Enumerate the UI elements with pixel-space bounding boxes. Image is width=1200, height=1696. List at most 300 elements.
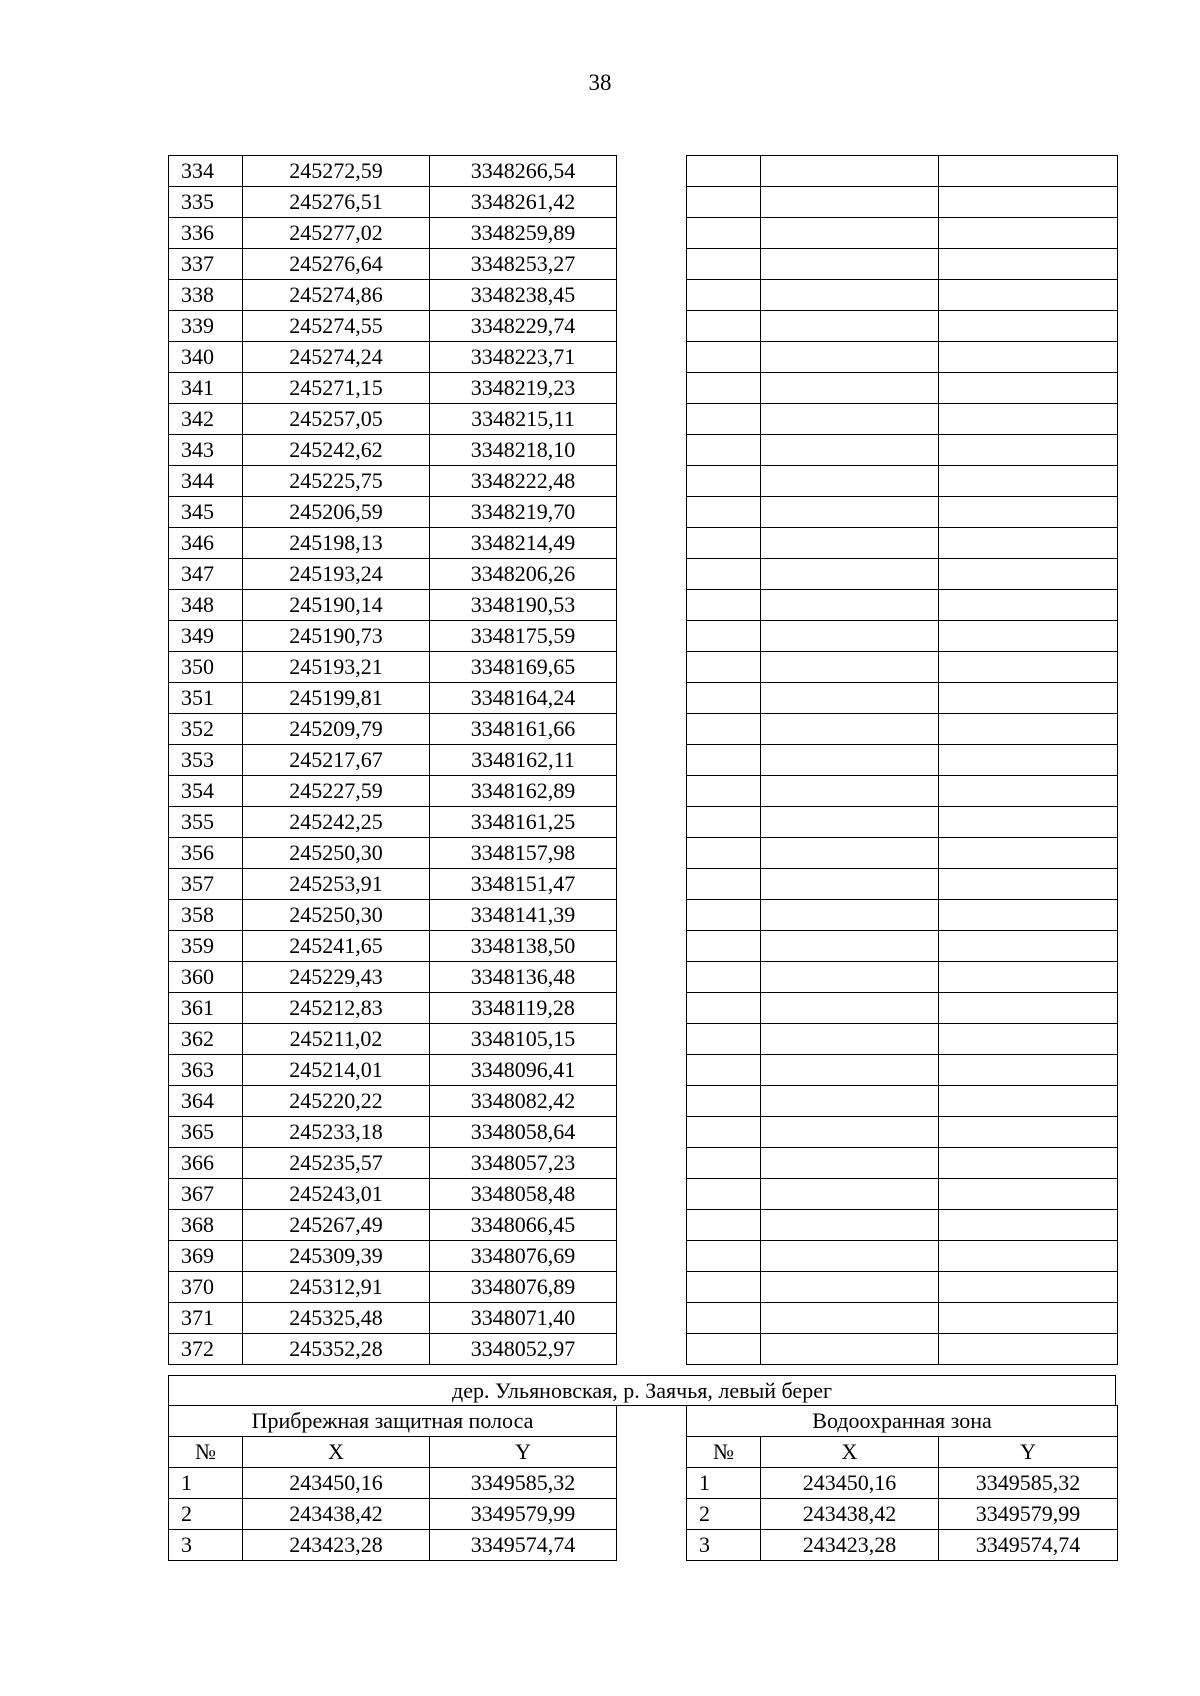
coordinate-x: 245274,86 xyxy=(243,280,430,311)
water-protection-zone-heading: Водоохранная зона xyxy=(687,1406,1118,1437)
empty-table-row xyxy=(687,249,1118,280)
coordinate-x: 245199,81 xyxy=(243,683,430,714)
coastal-strip-heading: Прибрежная защитная полоса xyxy=(169,1406,617,1437)
coordinate-x: 245242,62 xyxy=(243,435,430,466)
point-number: 335 xyxy=(169,187,243,218)
empty-cell xyxy=(687,900,761,931)
coordinate-y: 3348161,25 xyxy=(430,807,617,838)
water-protection-zone-table xyxy=(686,1405,1118,1561)
empty-table-row xyxy=(687,1148,1118,1179)
empty-cell xyxy=(687,1272,761,1303)
empty-cell xyxy=(939,280,1118,311)
empty-cell xyxy=(761,404,939,435)
empty-cell xyxy=(939,1179,1118,1210)
empty-table-row xyxy=(687,838,1118,869)
empty-cell xyxy=(687,156,761,187)
point-number: 355 xyxy=(169,807,243,838)
empty-cell xyxy=(761,1210,939,1241)
empty-cell xyxy=(939,156,1118,187)
point-number: 368 xyxy=(169,1210,243,1241)
point-number: 348 xyxy=(169,590,243,621)
empty-cell xyxy=(761,466,939,497)
coordinate-y: 3349579,99 xyxy=(939,1499,1118,1530)
empty-table-row xyxy=(687,218,1118,249)
table-row xyxy=(169,1210,617,1241)
coordinate-x: 245209,79 xyxy=(243,714,430,745)
coordinate-x: 243438,42 xyxy=(243,1499,430,1530)
table-row xyxy=(169,900,617,931)
table-row xyxy=(169,776,617,807)
empty-cell xyxy=(939,404,1118,435)
point-number: 365 xyxy=(169,1117,243,1148)
column-header-x: X xyxy=(243,1437,430,1468)
empty-cell xyxy=(687,218,761,249)
point-number: 342 xyxy=(169,404,243,435)
table-row xyxy=(169,1148,617,1179)
empty-cell xyxy=(939,249,1118,280)
empty-table-row xyxy=(687,869,1118,900)
coordinate-x: 245190,73 xyxy=(243,621,430,652)
empty-cell xyxy=(939,993,1118,1024)
table-row xyxy=(169,559,617,590)
empty-cell xyxy=(761,528,939,559)
empty-cell xyxy=(939,1334,1118,1365)
empty-table-row xyxy=(687,342,1118,373)
table-row xyxy=(169,1468,617,1499)
empty-cell xyxy=(939,218,1118,249)
empty-table-row xyxy=(687,1024,1118,1055)
empty-cell xyxy=(939,900,1118,931)
point-number: 345 xyxy=(169,497,243,528)
coordinate-y: 3348215,11 xyxy=(430,404,617,435)
coordinate-x: 245276,64 xyxy=(243,249,430,280)
coordinate-y: 3348206,26 xyxy=(430,559,617,590)
empty-cell xyxy=(939,311,1118,342)
table-row xyxy=(169,621,617,652)
table-row xyxy=(169,931,617,962)
empty-cell xyxy=(761,156,939,187)
point-number: 372 xyxy=(169,1334,243,1365)
empty-cell xyxy=(939,652,1118,683)
point-number: 361 xyxy=(169,993,243,1024)
point-number: 338 xyxy=(169,280,243,311)
empty-cell xyxy=(687,683,761,714)
point-number: 337 xyxy=(169,249,243,280)
point-number: 341 xyxy=(169,373,243,404)
empty-cell xyxy=(687,1303,761,1334)
empty-cell xyxy=(687,373,761,404)
coordinates-table-upper-left xyxy=(168,155,617,1365)
table-row xyxy=(169,404,617,435)
empty-cell xyxy=(687,435,761,466)
coordinate-x: 245271,15 xyxy=(243,373,430,404)
point-number: 349 xyxy=(169,621,243,652)
table-heading-row xyxy=(687,1406,1118,1437)
empty-table-row xyxy=(687,559,1118,590)
coordinate-x: 243438,42 xyxy=(761,1499,939,1530)
table-row xyxy=(169,280,617,311)
empty-cell xyxy=(687,1210,761,1241)
empty-table-row xyxy=(687,776,1118,807)
point-number: 356 xyxy=(169,838,243,869)
empty-cell xyxy=(939,1303,1118,1334)
point-number: 354 xyxy=(169,776,243,807)
coordinate-x: 245277,02 xyxy=(243,218,430,249)
coordinate-x: 245235,57 xyxy=(243,1148,430,1179)
point-number: 352 xyxy=(169,714,243,745)
empty-cell xyxy=(761,621,939,652)
empty-table-row xyxy=(687,1055,1118,1086)
point-number: 1 xyxy=(169,1468,243,1499)
table-row xyxy=(169,869,617,900)
empty-cell xyxy=(687,869,761,900)
empty-table-row xyxy=(687,807,1118,838)
point-number: 350 xyxy=(169,652,243,683)
empty-cell xyxy=(687,993,761,1024)
empty-cell xyxy=(761,249,939,280)
empty-table-row xyxy=(687,652,1118,683)
coordinate-y: 3348222,48 xyxy=(430,466,617,497)
coordinate-x: 245250,30 xyxy=(243,900,430,931)
point-number: 359 xyxy=(169,931,243,962)
empty-cell xyxy=(687,1241,761,1272)
empty-cell xyxy=(687,528,761,559)
table-row xyxy=(687,1468,1118,1499)
empty-cell xyxy=(939,1241,1118,1272)
coordinate-x: 245193,21 xyxy=(243,652,430,683)
coordinate-x: 243423,28 xyxy=(761,1530,939,1561)
empty-cell xyxy=(939,187,1118,218)
coordinate-y: 3348259,89 xyxy=(430,218,617,249)
empty-cell xyxy=(687,745,761,776)
empty-cell xyxy=(761,373,939,404)
empty-cell xyxy=(761,311,939,342)
table-row xyxy=(169,435,617,466)
table-row xyxy=(169,745,617,776)
coordinate-y: 3348190,53 xyxy=(430,590,617,621)
table-row xyxy=(169,156,617,187)
coordinate-y: 3348162,89 xyxy=(430,776,617,807)
coordinate-y: 3348164,24 xyxy=(430,683,617,714)
empty-cell xyxy=(687,1117,761,1148)
table-row xyxy=(169,807,617,838)
empty-cell xyxy=(939,497,1118,528)
empty-cell xyxy=(761,652,939,683)
coordinate-y: 3348162,11 xyxy=(430,745,617,776)
point-number: 343 xyxy=(169,435,243,466)
coordinate-y: 3348136,48 xyxy=(430,962,617,993)
coordinate-y: 3349574,74 xyxy=(939,1530,1118,1561)
empty-cell xyxy=(687,714,761,745)
point-number: 369 xyxy=(169,1241,243,1272)
coordinate-x: 245274,24 xyxy=(243,342,430,373)
table-row xyxy=(169,714,617,745)
column-header-number: № xyxy=(687,1437,761,1468)
empty-cell xyxy=(939,807,1118,838)
table-heading-row xyxy=(169,1406,617,1437)
point-number: 344 xyxy=(169,466,243,497)
coordinate-y: 3348157,98 xyxy=(430,838,617,869)
point-number: 358 xyxy=(169,900,243,931)
empty-cell xyxy=(939,869,1118,900)
table-header-row xyxy=(169,1437,617,1468)
empty-table-row xyxy=(687,497,1118,528)
empty-cell xyxy=(761,683,939,714)
coordinate-x: 245243,01 xyxy=(243,1179,430,1210)
coordinate-y: 3348066,45 xyxy=(430,1210,617,1241)
coordinate-x: 245272,59 xyxy=(243,156,430,187)
empty-cell xyxy=(939,1024,1118,1055)
column-header-y: Y xyxy=(430,1437,617,1468)
table-row xyxy=(169,342,617,373)
empty-table-row xyxy=(687,373,1118,404)
coordinate-x: 245276,51 xyxy=(243,187,430,218)
empty-cell xyxy=(939,1210,1118,1241)
empty-table-row xyxy=(687,745,1118,776)
point-number: 362 xyxy=(169,1024,243,1055)
empty-cell xyxy=(687,1086,761,1117)
coordinate-x: 245206,59 xyxy=(243,497,430,528)
table-row xyxy=(169,838,617,869)
empty-cell xyxy=(939,838,1118,869)
empty-cell xyxy=(939,1117,1118,1148)
coordinate-y: 3349585,32 xyxy=(430,1468,617,1499)
coordinate-x: 243450,16 xyxy=(761,1468,939,1499)
coordinate-x: 243450,16 xyxy=(243,1468,430,1499)
coordinate-y: 3348219,23 xyxy=(430,373,617,404)
empty-cell xyxy=(761,869,939,900)
coordinate-y: 3348214,49 xyxy=(430,528,617,559)
coordinate-y: 3348138,50 xyxy=(430,931,617,962)
empty-table-row xyxy=(687,621,1118,652)
point-number: 364 xyxy=(169,1086,243,1117)
point-number: 336 xyxy=(169,218,243,249)
empty-table-row xyxy=(687,1303,1118,1334)
coordinate-x: 245214,01 xyxy=(243,1055,430,1086)
empty-table-row xyxy=(687,1272,1118,1303)
table-row xyxy=(169,1086,617,1117)
table-row xyxy=(169,311,617,342)
empty-table-row xyxy=(687,900,1118,931)
coordinate-y: 3348218,10 xyxy=(430,435,617,466)
coordinate-x: 245225,75 xyxy=(243,466,430,497)
table-row xyxy=(687,1530,1118,1561)
empty-cell xyxy=(761,590,939,621)
empty-cell xyxy=(687,621,761,652)
point-number: 346 xyxy=(169,528,243,559)
empty-table-row xyxy=(687,311,1118,342)
empty-cell xyxy=(687,962,761,993)
table-row xyxy=(169,993,617,1024)
empty-cell xyxy=(761,714,939,745)
empty-cell xyxy=(687,931,761,962)
empty-cell xyxy=(939,962,1118,993)
empty-cell xyxy=(939,1272,1118,1303)
table-row xyxy=(169,1530,617,1561)
coordinate-x: 245250,30 xyxy=(243,838,430,869)
empty-cell xyxy=(687,776,761,807)
empty-cell xyxy=(939,528,1118,559)
empty-cell xyxy=(939,373,1118,404)
table-row xyxy=(169,1303,617,1334)
empty-cell xyxy=(761,1272,939,1303)
coordinate-x: 245309,39 xyxy=(243,1241,430,1272)
empty-cell xyxy=(687,590,761,621)
table-row xyxy=(169,1024,617,1055)
empty-cell xyxy=(939,776,1118,807)
section-title: дер. Ульяновская, р. Заячья, левый берег xyxy=(168,1375,1116,1406)
empty-cell xyxy=(939,683,1118,714)
empty-cell xyxy=(939,342,1118,373)
empty-cell xyxy=(761,1179,939,1210)
empty-cell xyxy=(687,342,761,373)
coordinate-x: 245242,25 xyxy=(243,807,430,838)
coordinate-x: 245229,43 xyxy=(243,962,430,993)
empty-table-row xyxy=(687,280,1118,311)
empty-cell xyxy=(687,1024,761,1055)
empty-table-row xyxy=(687,435,1118,466)
empty-cell xyxy=(761,559,939,590)
coordinate-x: 245253,91 xyxy=(243,869,430,900)
empty-table-row xyxy=(687,1334,1118,1365)
empty-cell xyxy=(687,280,761,311)
coordinate-x: 245190,14 xyxy=(243,590,430,621)
empty-cell xyxy=(761,497,939,528)
coordinate-y: 3348058,48 xyxy=(430,1179,617,1210)
column-header-x: X xyxy=(761,1437,939,1468)
table-row xyxy=(169,466,617,497)
empty-cell xyxy=(687,838,761,869)
empty-table-row xyxy=(687,1179,1118,1210)
empty-cell xyxy=(687,1334,761,1365)
coordinate-x: 245212,83 xyxy=(243,993,430,1024)
table-row xyxy=(169,187,617,218)
empty-cell xyxy=(761,435,939,466)
empty-table-row xyxy=(687,993,1118,1024)
coordinate-x: 245217,67 xyxy=(243,745,430,776)
empty-table-row xyxy=(687,962,1118,993)
point-number: 2 xyxy=(687,1499,761,1530)
point-number: 357 xyxy=(169,869,243,900)
empty-cell xyxy=(687,559,761,590)
empty-table-row xyxy=(687,1086,1118,1117)
coordinate-y: 3348266,54 xyxy=(430,156,617,187)
empty-cell xyxy=(687,404,761,435)
empty-cell xyxy=(687,187,761,218)
empty-table-row xyxy=(687,931,1118,962)
coordinate-y: 3348223,71 xyxy=(430,342,617,373)
coordinate-x: 245227,59 xyxy=(243,776,430,807)
coordinate-y: 3348105,15 xyxy=(430,1024,617,1055)
table-row xyxy=(169,1334,617,1365)
empty-cell xyxy=(761,218,939,249)
empty-cell xyxy=(761,187,939,218)
empty-table-row xyxy=(687,466,1118,497)
coordinate-y: 3348151,47 xyxy=(430,869,617,900)
coordinates-table-upper-right xyxy=(686,155,1118,1365)
table-row xyxy=(687,1499,1118,1530)
empty-cell xyxy=(761,1303,939,1334)
empty-cell xyxy=(761,1055,939,1086)
point-number: 2 xyxy=(169,1499,243,1530)
empty-cell xyxy=(761,1241,939,1272)
coordinate-x: 245241,65 xyxy=(243,931,430,962)
table-row xyxy=(169,218,617,249)
table-row xyxy=(169,373,617,404)
coastal-strip-table xyxy=(168,1405,617,1561)
empty-table-row xyxy=(687,187,1118,218)
coordinate-y: 3348076,69 xyxy=(430,1241,617,1272)
empty-cell xyxy=(687,1179,761,1210)
empty-cell xyxy=(761,342,939,373)
empty-cell xyxy=(761,1086,939,1117)
empty-cell xyxy=(761,807,939,838)
coordinate-y: 3348253,27 xyxy=(430,249,617,280)
empty-table-row xyxy=(687,590,1118,621)
coordinate-y: 3348169,65 xyxy=(430,652,617,683)
empty-cell xyxy=(761,993,939,1024)
empty-cell xyxy=(939,745,1118,776)
empty-cell xyxy=(939,931,1118,962)
coordinate-x: 245267,49 xyxy=(243,1210,430,1241)
table-row xyxy=(169,249,617,280)
empty-cell xyxy=(761,1148,939,1179)
coordinate-x: 243423,28 xyxy=(243,1530,430,1561)
point-number: 353 xyxy=(169,745,243,776)
coordinate-y: 3348052,97 xyxy=(430,1334,617,1365)
empty-cell xyxy=(687,1055,761,1086)
empty-cell xyxy=(761,745,939,776)
empty-table-row xyxy=(687,1210,1118,1241)
empty-cell xyxy=(761,1024,939,1055)
table-row xyxy=(169,1179,617,1210)
coordinate-y: 3348058,64 xyxy=(430,1117,617,1148)
empty-cell xyxy=(687,497,761,528)
point-number: 1 xyxy=(687,1468,761,1499)
coordinate-y: 3348057,23 xyxy=(430,1148,617,1179)
empty-cell xyxy=(687,652,761,683)
table-row xyxy=(169,528,617,559)
coordinate-y: 3348141,39 xyxy=(430,900,617,931)
coordinate-y: 3348261,42 xyxy=(430,187,617,218)
coordinate-y: 3348229,74 xyxy=(430,311,617,342)
point-number: 340 xyxy=(169,342,243,373)
coordinate-y: 3349579,99 xyxy=(430,1499,617,1530)
table-row xyxy=(169,590,617,621)
point-number: 360 xyxy=(169,962,243,993)
empty-cell xyxy=(687,249,761,280)
empty-table-row xyxy=(687,1117,1118,1148)
table-row xyxy=(169,1499,617,1530)
point-number: 351 xyxy=(169,683,243,714)
empty-cell xyxy=(761,1334,939,1365)
empty-cell xyxy=(761,900,939,931)
empty-cell xyxy=(687,1148,761,1179)
coordinate-y: 3348238,45 xyxy=(430,280,617,311)
coordinate-x: 245198,13 xyxy=(243,528,430,559)
point-number: 3 xyxy=(169,1530,243,1561)
coordinate-x: 245211,02 xyxy=(243,1024,430,1055)
empty-cell xyxy=(939,559,1118,590)
empty-cell xyxy=(687,466,761,497)
column-header-y: Y xyxy=(939,1437,1118,1468)
table-row xyxy=(169,497,617,528)
empty-table-row xyxy=(687,156,1118,187)
coordinate-x: 245312,91 xyxy=(243,1272,430,1303)
table-header-row xyxy=(687,1437,1118,1468)
coordinate-y: 3348082,42 xyxy=(430,1086,617,1117)
empty-cell xyxy=(761,962,939,993)
